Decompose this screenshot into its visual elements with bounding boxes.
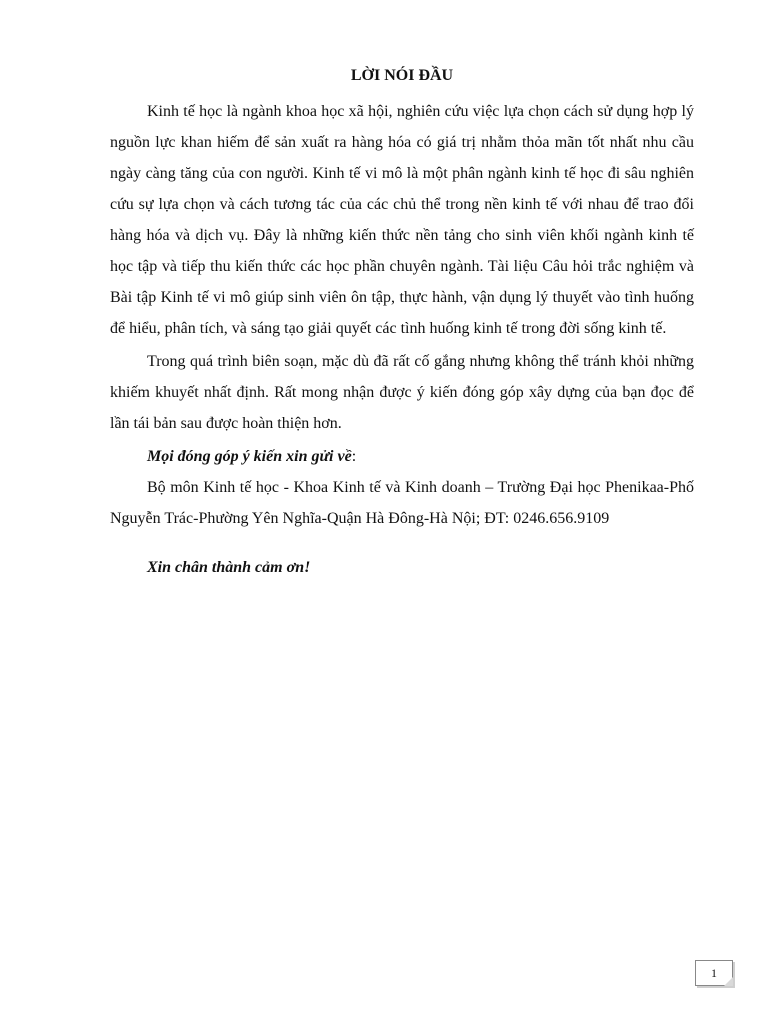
contact-label: Mọi đóng góp ý kiến xin gửi về (147, 448, 352, 465)
contact-address: Bộ môn Kinh tế học - Khoa Kinh tế và Kinh doanh – Trường Đại học Phenikaa-Phố Nguyễn Trác-Phường Yên Nghĩa-Quận Hà Đông-Hà Nội; ĐT: 0246.656.9109 (110, 479, 694, 527)
document-title: LỜI NÓI ĐẦU (350, 67, 454, 84)
compilation-paragraph: Trong quá trình biên soạn, mặc dù đã rất cố gắng nhưng không thể tránh khỏi những khiếm khuyết nhất định. Rất mong nhận được ý kiến đóng góp xây dựng của bạn đọc để lần tái bản sau được hoàn thiện hơn. (110, 353, 694, 432)
page-number: 1 (695, 960, 733, 986)
intro-paragraph: Kinh tế học là ngành khoa học xã hội, nghiên cứu việc lựa chọn cách sử dụng hợp lý nguồn lực khan hiếm để sản xuất ra hàng hóa có giá trị nhằm thỏa mãn tốt nhất nhu cầu ngày càng tăng của con người. Kinh tế vi mô là một phân ngành kinh tế học đi sâu nghiên cứu sự lựa chọn và cách tương tác của các chủ thể trong nền kinh tế với nhau để trao đổi hàng hóa và dịch vụ. Đây là những kiến thức nền tảng cho sinh viên khối ngành kinh tế học tập và tiếp thu kiến thức các học phần chuyên ngành. Tài liệu Câu hỏi trắc nghiệm và Bài tập Kinh tế vi mô giúp sinh viên ôn tập, thực hành, vận dụng lý thuyết vào tình huống để hiểu, phân tích, và sáng tạo giải quyết các tình huống kinh tế trong đời sống kinh tế. (110, 103, 694, 337)
thanks-line: Xin chân thành cảm ơn! (147, 559, 311, 576)
contact-heading (110, 441, 694, 472)
document-content (110, 62, 694, 583)
contact-colon: : (351, 448, 357, 465)
